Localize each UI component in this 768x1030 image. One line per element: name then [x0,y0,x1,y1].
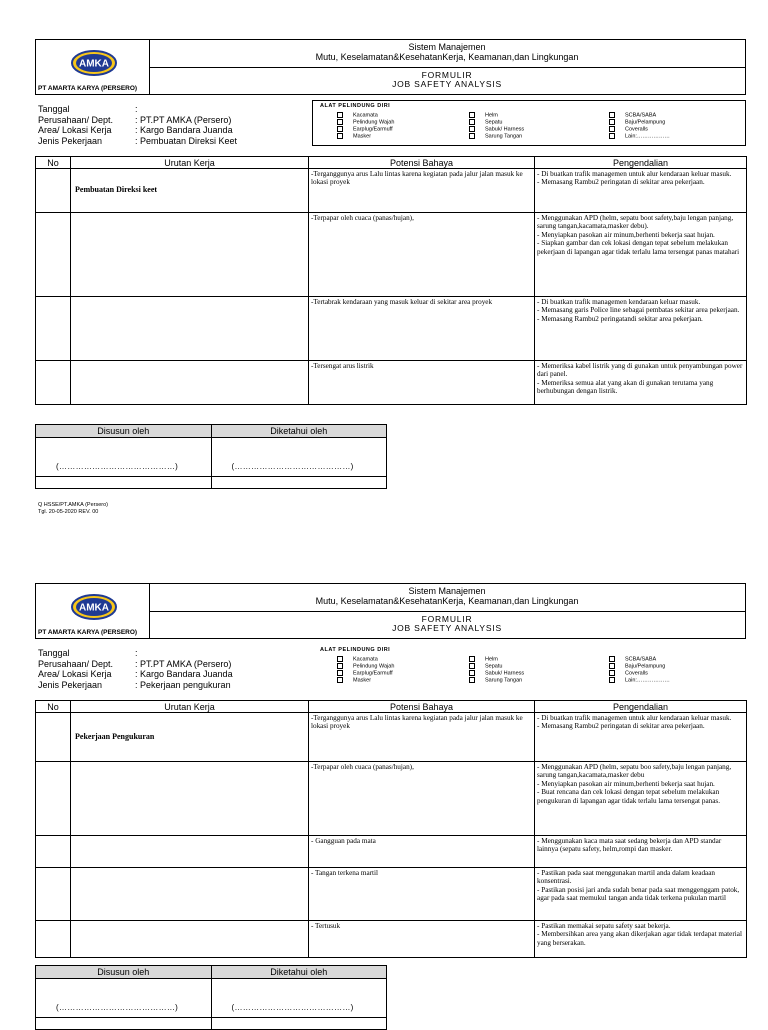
jenis-value: : Pembuatan Direksi Keet [135,135,238,146]
cell-no [36,169,71,213]
signature-table [35,965,387,1030]
amka-logo-icon [71,50,117,76]
jsa-table [35,700,747,958]
apd-title: ALAT PELINDUNG DIRI [320,647,391,653]
cell-no [36,868,71,921]
checkbox-icon [609,677,615,683]
apd-item-sepatu[interactable]: Sepatu [469,663,502,670]
apd-item-kacamata[interactable]: Kacamata [337,656,378,663]
cell-no [36,921,71,958]
apd-item-sarung-tangan[interactable]: Sarung Tangan [469,677,522,684]
diketahui-label: Diketahui oleh [211,966,387,979]
cell-urutan [71,213,309,297]
area-label: Area/ Lokasi Kerja [38,669,112,679]
disusun-date[interactable] [36,477,212,489]
checkbox-icon [469,670,475,676]
form-header [35,583,746,639]
apd-item-baju[interactable]: Baju/Pelampung [609,119,665,126]
apd-item-pelindung-wajah[interactable]: Pelindung Wajah [337,119,394,126]
apd-item-lain[interactable]: Lain:……………… [609,677,670,684]
perusahaan-label: Perusahaan/ Dept. [38,114,114,125]
cell-no [36,361,71,405]
company-name: PT AMARTA KARYA (PERSERO) [38,629,138,636]
table-row [36,213,747,297]
logo-cell [36,40,150,94]
cell-urutan [71,836,309,868]
apd-item-masker[interactable]: Masker [337,677,371,684]
cell-pengendalian: - Pastikan pada saat menggunakan martil anda dalam keadaan konsentrasi. - Pastikan posisi jari anda sudah benar pada saat menggenggam patok, agar pada saat memukul tangan anda tidak terkena pukulan martil [535,868,747,921]
company-name: PT AMARTA KARYA (PERSERO) [38,85,138,92]
checkbox-icon [337,119,343,125]
checkbox-icon [469,112,475,118]
footer-code: Q HSSE/PT.AMKA (Persero) [38,502,108,508]
apd-item-masker[interactable]: Masker [337,133,371,140]
cell-pengendalian: - Menggunakan APD (helm, sepatu boo safety,baju lengan panjang, sarung tangan,kacamata,masker debu - Menyiapkan pasokan air minum,berhenti bekerja saat hujan. - Buat rencana dan cek lokasi dengan tepat sebelum melakukan pengukuran di lapangan agar tidak terlalu lama tersengat panas. [535,762,747,836]
cell-potensi: -Terpapar oleh cuaca (panas/hujan), [309,762,535,836]
area-value: : Kargo Bandara Juanda [135,669,233,679]
form-header [35,39,746,95]
checkbox-icon [337,670,343,676]
apd-item-baju[interactable]: Baju/Pelampung [609,663,665,670]
cell-potensi: -Tertabrak kendaraan yang masuk keluar di sekitar area proyek [309,297,535,361]
apd-item-coveralls[interactable]: Coveralls [609,670,648,677]
table-row [36,297,747,361]
diketahui-signature[interactable]: (……………………………………) [211,438,387,477]
cell-potensi: - Gangguan pada mata [309,836,535,868]
cell-urutan [71,762,309,836]
table-row [36,169,747,213]
task-name: Pembuatan Direksi keet [71,169,309,213]
checkbox-icon [337,133,343,139]
apd-item-kacamata[interactable]: Kacamata [337,112,378,119]
checkbox-icon [609,126,615,132]
col-no: No [36,157,71,169]
checkbox-icon [469,119,475,125]
doc-footer [38,502,108,516]
cell-potensi: -Terpapar oleh cuaca (panas/hujan), [309,213,535,297]
tanggal-label: Tanggal [38,648,70,658]
checkbox-icon [337,656,343,662]
apd-item-sepatu[interactable]: Sepatu [469,119,502,126]
col-no: No [36,701,71,713]
cell-pengendalian: - Menggunakan APD (helm, sepatu boot safety,baju lengan panjang, sarung tangan,kacamata,masker debu). - Menyiapkan pasokan air minum,berhenti bekerja saat hujan. - Siapkan gambar dan cek lokasi dengan tepat sebelum melakukan pekerjaan di lapangan agar tidak terlalu lama tersengat panas matahari [535,213,747,297]
system-title-line-2: Mutu, Keselamatan&KesehatanKerja, Keamanan,dan Lingkungan [315,595,579,606]
checkbox-icon [337,663,343,669]
tanggal-value: : [135,648,138,658]
disusun-label: Disusun oleh [36,966,212,979]
cell-potensi: - Tangan terkena martil [309,868,535,921]
apd-item-sarung-tangan[interactable]: Sarung Tangan [469,133,522,140]
svg-text:AMKA: AMKA [79,602,109,614]
tanggal-label: Tanggal [38,104,70,114]
cell-urutan [71,297,309,361]
cell-no [36,836,71,868]
checkbox-icon [337,112,343,118]
apd-item-pelindung-wajah[interactable]: Pelindung Wajah [337,663,394,670]
logo-cell [36,584,150,638]
apd-title: ALAT PELINDUNG DIRI [320,103,391,109]
checkbox-icon [609,112,615,118]
cell-potensi: -Tersengat arus listrik [309,361,535,405]
col-pengendalian: Pengendalian [535,157,747,169]
cell-potensi: - Tertusuk [309,921,535,958]
apd-item-scba[interactable]: SCBA/SABA [609,112,656,119]
amka-logo-icon [71,594,117,620]
apd-item-sabuk[interactable]: Sabuk/ Harness [469,126,524,133]
diketahui-label: Diketahui oleh [211,425,387,438]
cell-no [36,713,71,762]
form-title-line-1: FORMULIR [421,614,473,624]
footer-date: Tgl. 20-05-2020 REV. 00 [38,509,99,515]
col-potensi: Potensi Bahaya [309,701,535,713]
svg-text:AMKA: AMKA [79,58,109,70]
apd-item-sabuk[interactable]: Sabuk/ Harness [469,670,524,677]
cell-pengendalian: - Di buatkan trafik managemen kendaraan keluar masuk. - Memasang garis Police line sebagai pembatas sekitar area pekerjaan. - Memasang Rambu2 peringatandi sekitar area pekerjaan. [535,297,747,361]
form-title [149,612,745,638]
cell-no [36,762,71,836]
cell-pengendalian: - Memeriksa kabel listrik yang di gunakan untuk penyambungan power dari panel. - Memeriksa semua alat yang akan di gunakan terutama yang berhubungan dengan listrik. [535,361,747,405]
area-label: Area/ Lokasi Kerja [38,125,112,135]
apd-box [312,644,746,690]
form-title [149,68,745,94]
cell-urutan [71,921,309,958]
jenis-label: Jenis Pekerjaan [38,679,103,690]
area-value: : Kargo Bandara Juanda [135,125,233,135]
cell-urutan [71,868,309,921]
checkbox-icon [469,133,475,139]
jenis-value: : Pekerjaan pengukuran [135,679,231,690]
checkbox-icon [337,126,343,132]
cell-urutan [71,361,309,405]
jenis-label: Jenis Pekerjaan [38,135,103,146]
cell-pengendalian: - Menggunakan kaca mata saat sedang bekerja dan APD standar lainnya (sepatu safety, helm,rompi dan masker. [535,836,747,868]
cell-no [36,297,71,361]
checkbox-icon [609,663,615,669]
apd-item-lain[interactable]: Lain:……………… [609,133,670,140]
checkbox-icon [469,656,475,662]
apd-item-earplug[interactable]: Earplug/Earmuff [337,126,393,133]
form-title-line-2: JOB SAFETY ANALYSIS [392,79,502,89]
col-urutan: Urutan Kerja [71,157,309,169]
tanggal-value: : [135,104,138,114]
apd-item-coveralls[interactable]: Coveralls [609,126,648,133]
table-row [36,762,747,836]
jsa-table [35,156,747,405]
system-title-line-1: Sistem Manajemen [408,42,486,52]
system-title [149,40,745,68]
checkbox-icon [469,663,475,669]
system-title [149,584,745,612]
perusahaan-value: : PT.PT AMKA (Persero) [135,114,232,125]
disusun-signature[interactable]: (……………………………………) [36,438,212,477]
apd-item-earplug[interactable]: Earplug/Earmuff [337,670,393,677]
checkbox-icon [609,670,615,676]
cell-pengendalian: - Pastikan memakai sepatu safety saat bekerja. - Membersihkan area yang akan dikerjakan agar tidak terdapat material yang berserakan. [535,921,747,958]
cell-potensi: -Terganggunya arus Lalu lintas karena kegiatan pada jalur jalan masuk ke lokasi proyek [309,713,535,762]
table-row [36,361,747,405]
apd-item-helm[interactable]: Helm [469,112,498,119]
cell-pengendalian: - Di buatkan trafik managemen untuk alur kendaraan keluar masuk. - Memasang Rambu2 peringatan di sekitar area pekerjaan. [535,169,747,213]
apd-item-helm[interactable]: Helm [469,656,498,663]
col-urutan: Urutan Kerja [71,701,309,713]
diketahui-signature[interactable]: (……………………………………) [211,979,387,1018]
cell-pengendalian: - Di buatkan trafik managemen untuk alur kendaraan keluar masuk. - Memasang Rambu2 peringatan di sekitar area pekerjaan. [535,713,747,762]
table-row [36,868,747,921]
apd-box [312,100,746,146]
checkbox-icon [609,133,615,139]
diketahui-date[interactable] [211,477,387,489]
system-title-line-2: Mutu, Keselamatan&KesehatanKerja, Keamanan,dan Lingkungan [315,51,579,62]
perusahaan-label: Perusahaan/ Dept. [38,658,114,669]
task-name: Pekerjaan Pengukuran [71,713,309,762]
form-title-line-2: JOB SAFETY ANALYSIS [392,623,502,633]
system-title-line-1: Sistem Manajemen [408,586,486,596]
signature-table [35,424,387,489]
disusun-label: Disusun oleh [36,425,212,438]
checkbox-icon [609,119,615,125]
cell-potensi: -Terganggunya arus Lalu lintas karena kegiatan pada jalur jalan masuk ke lokasi proyek [309,169,535,213]
cell-no [36,213,71,297]
checkbox-icon [469,677,475,683]
col-potensi: Potensi Bahaya [309,157,535,169]
checkbox-icon [337,677,343,683]
checkbox-icon [609,656,615,662]
disusun-signature[interactable]: (……………………………………) [36,979,212,1018]
checkbox-icon [469,126,475,132]
table-row [36,836,747,868]
apd-item-scba[interactable]: SCBA/SABA [609,656,656,663]
col-pengendalian: Pengendalian [535,701,747,713]
table-row [36,921,747,958]
table-row [36,713,747,762]
perusahaan-value: : PT.PT AMKA (Persero) [135,658,232,669]
form-title-line-1: FORMULIR [421,70,473,80]
